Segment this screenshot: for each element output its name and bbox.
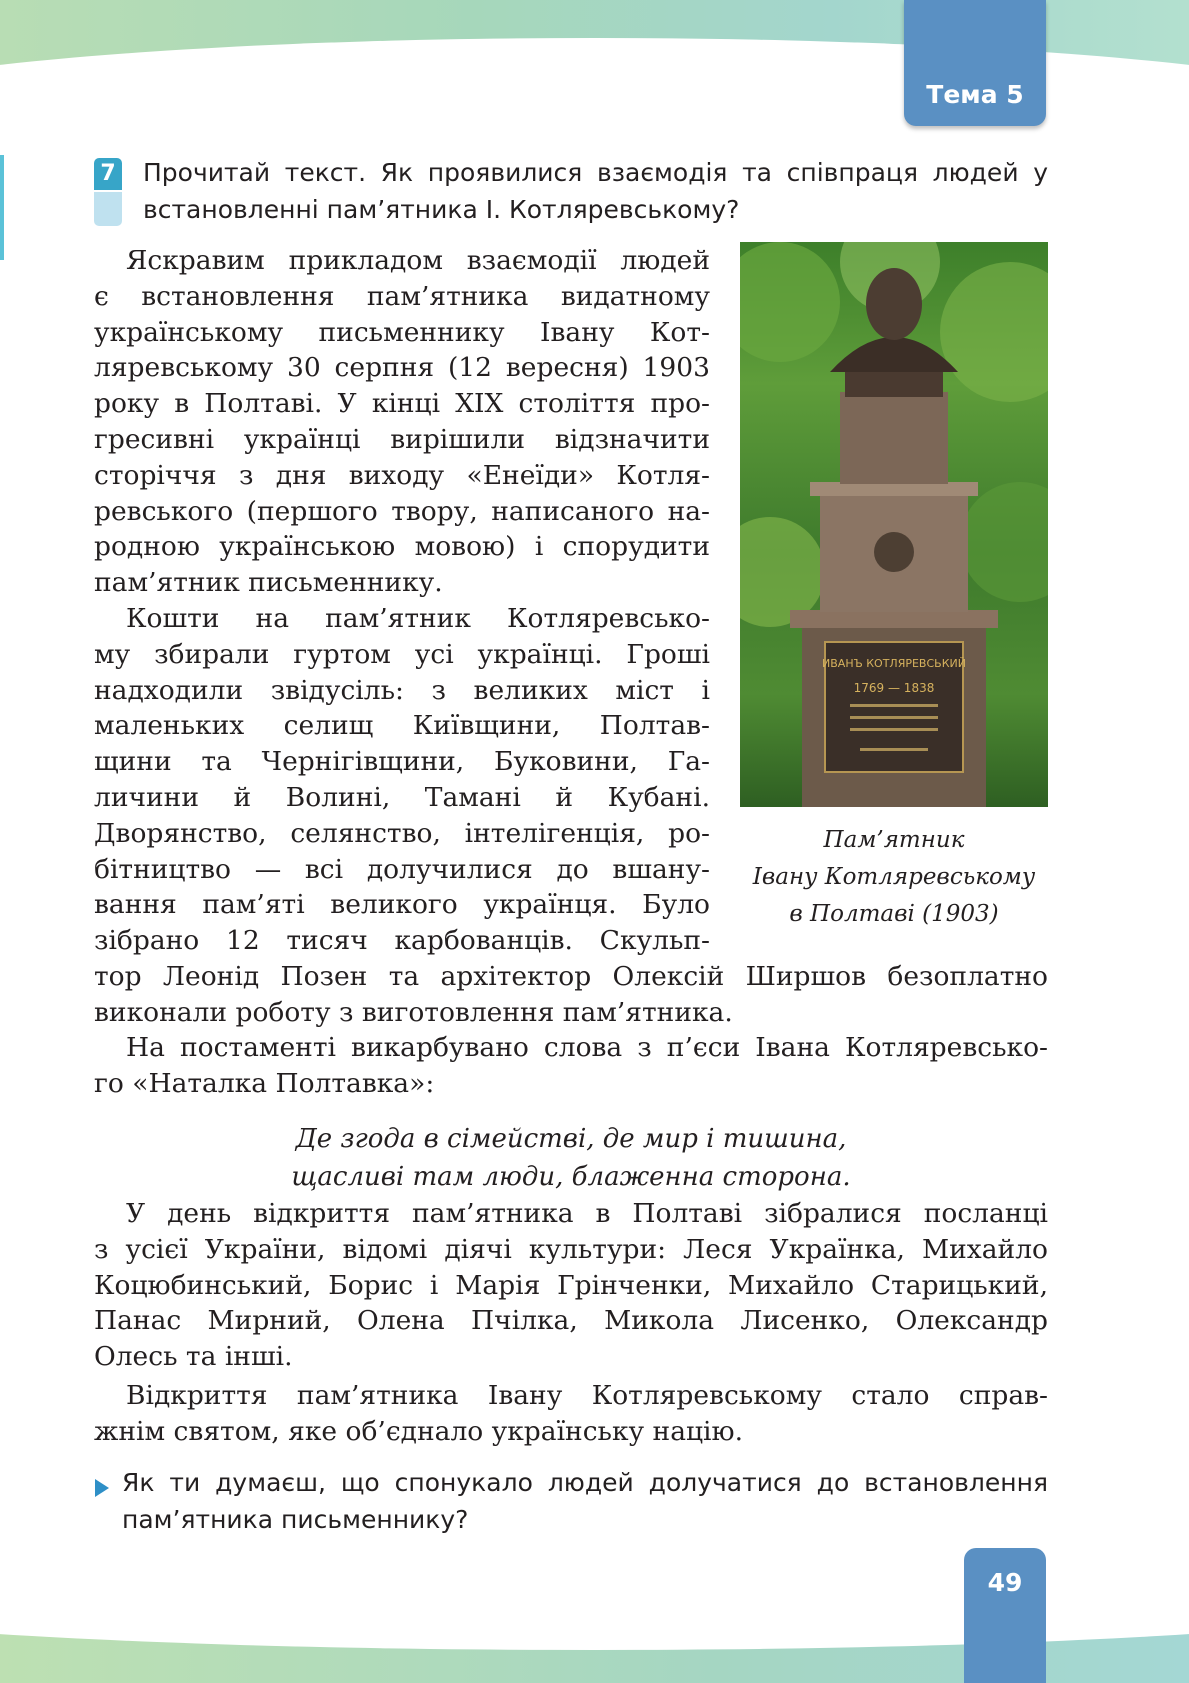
text-line: з усієї України, відомі діячі культури: Леся Українка, Михайло [94,1233,1048,1265]
text-line: пам’ятник письменнику. [94,567,443,599]
text-line: щини та Чернігівщини, Буковини, Га- [94,746,710,778]
paragraph-5 [94,1378,1048,1450]
caption-line: Пам’ятник [823,827,965,853]
page-number-tab [964,1548,1046,1683]
question-arrow-icon [95,1479,109,1497]
poem-line: Де згода в сімействі, де мир і тишина, [295,1124,847,1154]
text-line: Яскравим прикладом взаємодії людей [126,245,710,276]
text-line: надходили звідусіль: з великих міст і [94,674,710,706]
text-line: жнім святом, яке об’єднало українську націю. [94,1415,744,1447]
theme-tab [904,0,1046,126]
text-line: Відкриття пам’ятника Івану Котляревському стало справ- [126,1380,1048,1411]
text-line: маленьких селищ Київщини, Полтав- [94,710,710,742]
text-line: личини й Волині, Тамані й Кубані. [94,781,710,813]
paragraph-3 [94,1030,1048,1102]
text-line: виконали роботу з виготовлення пам’ятника. [94,996,733,1028]
text-line: Дворянство, селянство, інтелігенція, ро- [94,817,710,849]
text-line: Панас Мирний, Олена Пчілка, Микола Лисенко, Олександр [94,1305,1048,1337]
task-number-badge: 7 [94,158,122,190]
question-text: Як ти думаєш, що спонукало людей долучатися до встановлення пам’ятника письменнику? [122,1468,1048,1534]
theme-label: Тема 5 [926,80,1024,109]
text-line: На постаменті викарбувано слова з п’єси Івана Котляревсько- [126,1032,1048,1063]
paragraph-4 [94,1196,1048,1375]
text-line: му збирали гуртом усі українці. Гроші [94,638,710,670]
plaque-years: 1769 — 1838 [853,681,935,695]
text-line: родною українською мовою) і спорудити [94,531,710,563]
caption-line: Івану Котляревському [752,864,1036,890]
task-instruction: Прочитай текст. Як проявилися взаємодія та співпраця людей у встановленні пам’ятника І. Котляревському? [143,158,1048,224]
page-number: 49 [987,1568,1023,1597]
margin-marker [0,155,4,260]
text-line: зібрано 12 тисяч карбованців. Скульп- [94,925,710,957]
caption-line: в Полтаві (1903) [789,901,999,927]
text-line: У день відкриття пам’ятника в Полтаві зібралися посланці [126,1198,1048,1229]
text-line: го «Наталка Полтавка»: [94,1067,435,1099]
text-line: бітництво — всі долучилися до вшану- [94,853,710,885]
poem-line: щасливі там люди, блаженна сторона. [291,1162,851,1192]
paragraph-1 [94,243,710,601]
paragraph-2 [94,601,1048,1031]
text-line: вання пам’яті великого українця. Було [94,889,710,921]
text-line: ляревському 30 серпня (12 вересня) 1903 [94,352,710,384]
plaque-name: ИВАНЪ КОТЛЯРЕВСЬКИЙ [822,657,966,670]
text-line: гресивні українці вирішили відзначити [94,423,710,455]
task-number-badge-tail [94,192,122,226]
text-line: сторіччя з дня виходу «Енеїди» Котля- [94,459,710,491]
text-line: Кошти на пам’ятник Котляревсько- [126,603,710,634]
text-line: ревського (першого твору, написаного на- [94,495,710,527]
text-line: є встановлення пам’ятника видатному [94,280,710,312]
text-line: українському письменнику Івану Кот- [94,316,710,348]
text-line: Коцюбинський, Борис і Марія Грінченки, Михайло Старицький, [94,1269,1048,1301]
text-line: року в Полтаві. У кінці XIX століття про- [94,388,710,420]
poem-quote [94,1120,1048,1196]
text-line: тор Леонід Позен та архітектор Олексій Ширшов безоплатно [94,960,1048,992]
text-line: Олесь та інші. [94,1341,293,1373]
